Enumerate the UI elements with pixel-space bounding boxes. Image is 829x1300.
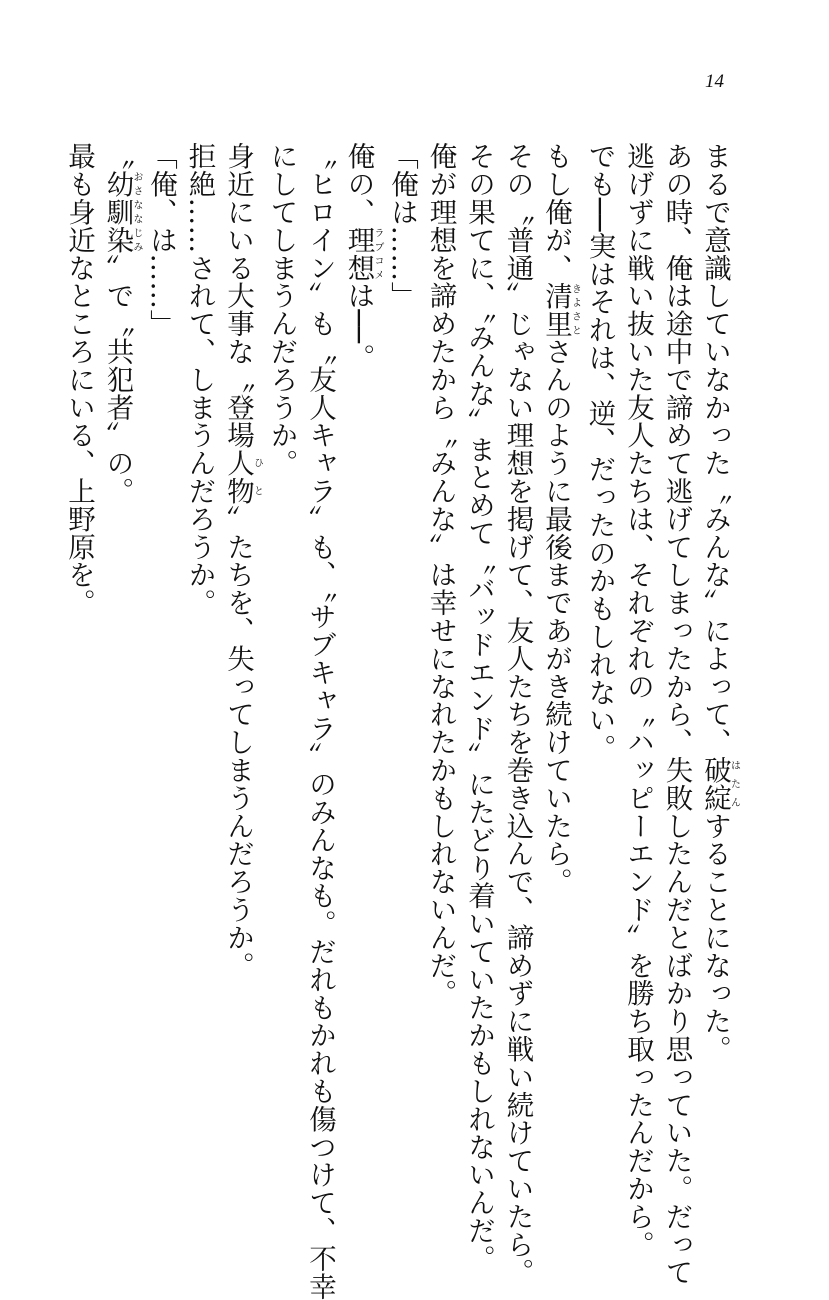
vertical-text-body [60, 142, 740, 1300]
ruby-base: 物 [222, 476, 254, 505]
furigana: ラブコメ [372, 225, 383, 282]
text-line [98, 142, 142, 1102]
ruby-word [222, 448, 263, 477]
text-segment: 拒絶……されて、しまうんだろうか。 [183, 142, 216, 617]
text-segment: 「俺は……」 [386, 142, 418, 310]
ruby-word [540, 281, 581, 338]
text-line [60, 142, 99, 1102]
text-line [696, 142, 740, 1102]
text-segment: 〝ヒロイン〟も〝友人キャラ〟も、〝サブキャラ〟のみんなも。だれもかれも傷つけて、不幸 [304, 142, 336, 1300]
page-number: 14 [705, 71, 724, 92]
ruby-word [699, 755, 740, 812]
ruby-base: 清里 [540, 281, 572, 338]
text-line [460, 142, 499, 1273]
ruby-word [222, 476, 263, 505]
ruby-base: 幼馴染 [101, 169, 134, 254]
text-segment: 〟で〝共犯者〟の。 [101, 253, 134, 505]
text-line [421, 142, 460, 1102]
text-segment: あの時、俺は途中で諦めて逃げてしまったから、失敗したんだとばかり思っていた。だって [660, 142, 693, 1286]
text-segment: は──。 [342, 281, 375, 372]
ruby-base: 破綻 [699, 755, 731, 812]
text-line [383, 142, 422, 1102]
furigana: きよさと [569, 281, 581, 338]
ruby-base: 理想 [342, 225, 375, 282]
furigana: はたん [728, 755, 740, 812]
furigana: と [251, 476, 263, 505]
text-segment: 〟たちを、失ってしまうんだろうか。 [222, 504, 254, 980]
ruby-word [101, 169, 142, 254]
furigana: おさななじみ [131, 169, 142, 254]
text-line [180, 142, 219, 1102]
ruby-base: 人 [222, 448, 254, 477]
text-segment: その〝普通〟じゃない理想を掲げて、友人たちを巻き込んで、諦めずに戦い続けていたら。 [501, 142, 534, 1286]
text-segment: 俺が理想を諦めたから〝みんな〟は幸せになれたかもしれないんだ。 [424, 142, 457, 1007]
text-segment: 〝 [101, 142, 134, 170]
text-segment: 逃げずに戦い抜いた友人たちは、それぞれの〝ハッピーエンド〟を勝ち取ったんだから。 [622, 142, 654, 1258]
text-segment: 身近にいる大事な〝 [222, 142, 254, 394]
text-line [580, 142, 619, 1102]
text-segment: にしてしまうんだろうか。 [265, 142, 298, 477]
text-line [301, 142, 340, 1300]
text-line [619, 142, 658, 1258]
text-line [262, 142, 301, 1102]
text-line [219, 142, 263, 1102]
text-segment: でも──実はそれは、逆、だったのかもしれない。 [583, 142, 616, 762]
text-line [142, 142, 181, 1102]
text-segment: その果てに、〝みんな〟まとめて〝バッドエンド〟にたどり着いていたかもしれないんだ。 [463, 142, 495, 1273]
text-segment: 「俺、は……」 [145, 142, 177, 338]
text-segment: 俺の、 [342, 142, 375, 226]
text-segment: 最も身近なところにいる、上野原を。 [63, 142, 95, 617]
text-line [657, 142, 696, 1286]
text-segment: 場 [222, 421, 254, 449]
text-line [537, 142, 581, 1102]
ruby-word [342, 225, 383, 282]
furigana: ひ [251, 448, 263, 477]
text-segment: 登 [222, 393, 254, 422]
text-segment: さんのように最後まであがき続けていたら。 [540, 337, 572, 896]
text-segment: することになった。 [699, 811, 731, 1063]
text-line [339, 142, 383, 1102]
text-line [498, 142, 537, 1286]
text-segment: もし俺が、 [540, 142, 572, 282]
text-segment: まるで意識していなかった〝みんな〟によって、 [699, 142, 731, 756]
